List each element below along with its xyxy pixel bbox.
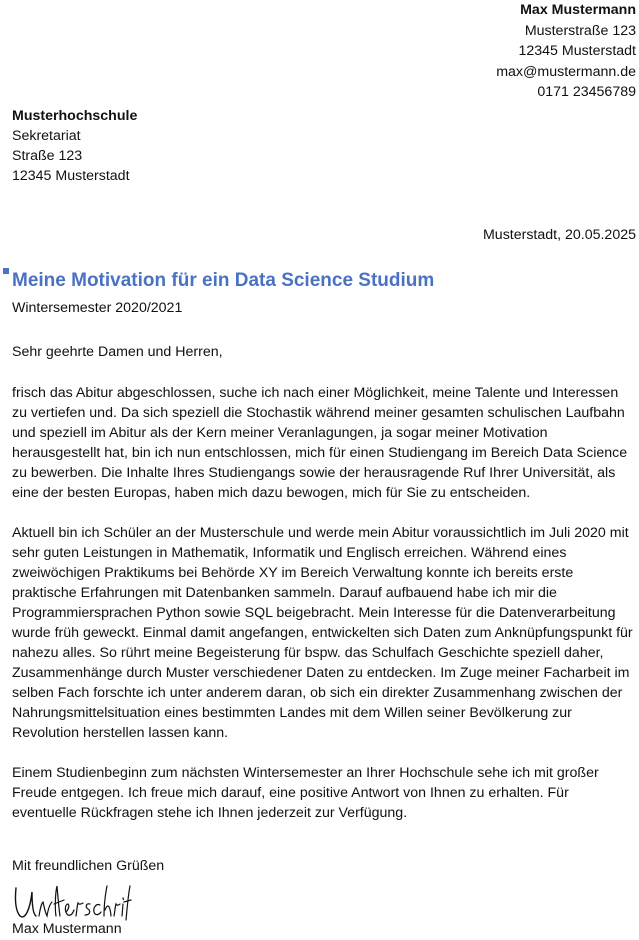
recipient-street: Straße 123 xyxy=(12,148,83,164)
recipient-city: 12345 Musterstadt xyxy=(12,168,130,184)
sender-name: Max Mustermann xyxy=(520,2,636,18)
signer-name: Max Mustermann xyxy=(12,921,122,937)
letter-body xyxy=(12,383,636,843)
recipient-organization: Musterhochschule xyxy=(12,108,138,124)
recipient-address-block xyxy=(12,106,137,186)
sender-city: 12345 Musterstadt xyxy=(518,43,636,59)
body-paragraph: frisch das Abitur abgeschlossen, suche ich nach einer Möglichkeit, meine Talente und Interessen zu vertiefen und. Da sich speziell die Stochastik während meiner gesamten schulischen Laufbahn und speziell im Abitur als der Kern meiner Veranlagungen, ja sogar meiner Motivation herausgestellt hat, bin ich nun entschlossen, mich für einen Studiengang im Bereich Data Science zu bewerben. Die Inhalte Ihres Studiengangs sowie der herausragende Ruf Ihrer Universität, als eine der besten Europas, haben mich dazu bewogen, mich für Sie zu entscheiden. xyxy=(12,385,628,501)
semester-line: Wintersemester 2020/2021 xyxy=(12,300,183,316)
heading-marker xyxy=(3,268,9,274)
sender-street: Musterstraße 123 xyxy=(524,22,636,39)
handwritten-signature xyxy=(12,880,132,922)
sender-phone: 0171 23456789 xyxy=(537,84,636,100)
body-paragraph: Einem Studienbeginn zum nächsten Wintersemester an Ihrer Hochschule sehe ich mit großer Freude entgegen. Ich freue mich darauf, eine positive Antwort von Ihnen zu erhalten. Für eventuelle Rückfragen stehe ich Ihnen jederzeit zur Verfügung. xyxy=(12,765,599,821)
salutation: Sehr geehrte Damen und Herren, xyxy=(12,344,223,360)
place-and-date: Musterstadt, 20.05.2025 xyxy=(482,227,636,243)
recipient-department: Sekretariat xyxy=(12,128,81,144)
sender-address-block xyxy=(496,0,636,103)
closing-phrase: Mit freundlichen Grüßen xyxy=(12,858,165,874)
body-paragraph: Aktuell bin ich Schüler an der Musterschule und werde mein Abitur voraussichtlich im Juli 2020 mit sehr guten Leistungen in Mathematik, Informatik und Englisch erreichen. Während eines zweiwöchigen Praktikums bei Behörde XY im Bereich Verwaltung konnte ich bereits erste praktische Erfahrungen mit Datenbanken sammeln. Darauf aufbauend habe ich mir die Programmiersprachen Python sowie SQL beigebracht. Mein Interesse für die Datenverarbeitung wurde früh geweckt. Einmal damit angefangen, entwickelten sich Daten zum Anknüpfungspunkt für nahezu alles. So rührt meine Begeisterung für bspw. das Schulfach Geschichte speziell daher, Zusammenhänge durch Muster verschiedener Daten zu entdecken. Im Zuge meiner Facharbeit im selben Fach forschte ich unter anderem daran, ob sich ein direkter Zusammenhang zwischen der Nahrungsmittelsituation eines bestimmten Landes mit dem Willen seiner Bevölkerung zur Revolution herstellen lassen kann. xyxy=(12,525,633,741)
sender-email: max@mustermann.de xyxy=(496,63,636,80)
subject-heading: Meine Motivation für ein Data Science Studium xyxy=(12,270,435,291)
